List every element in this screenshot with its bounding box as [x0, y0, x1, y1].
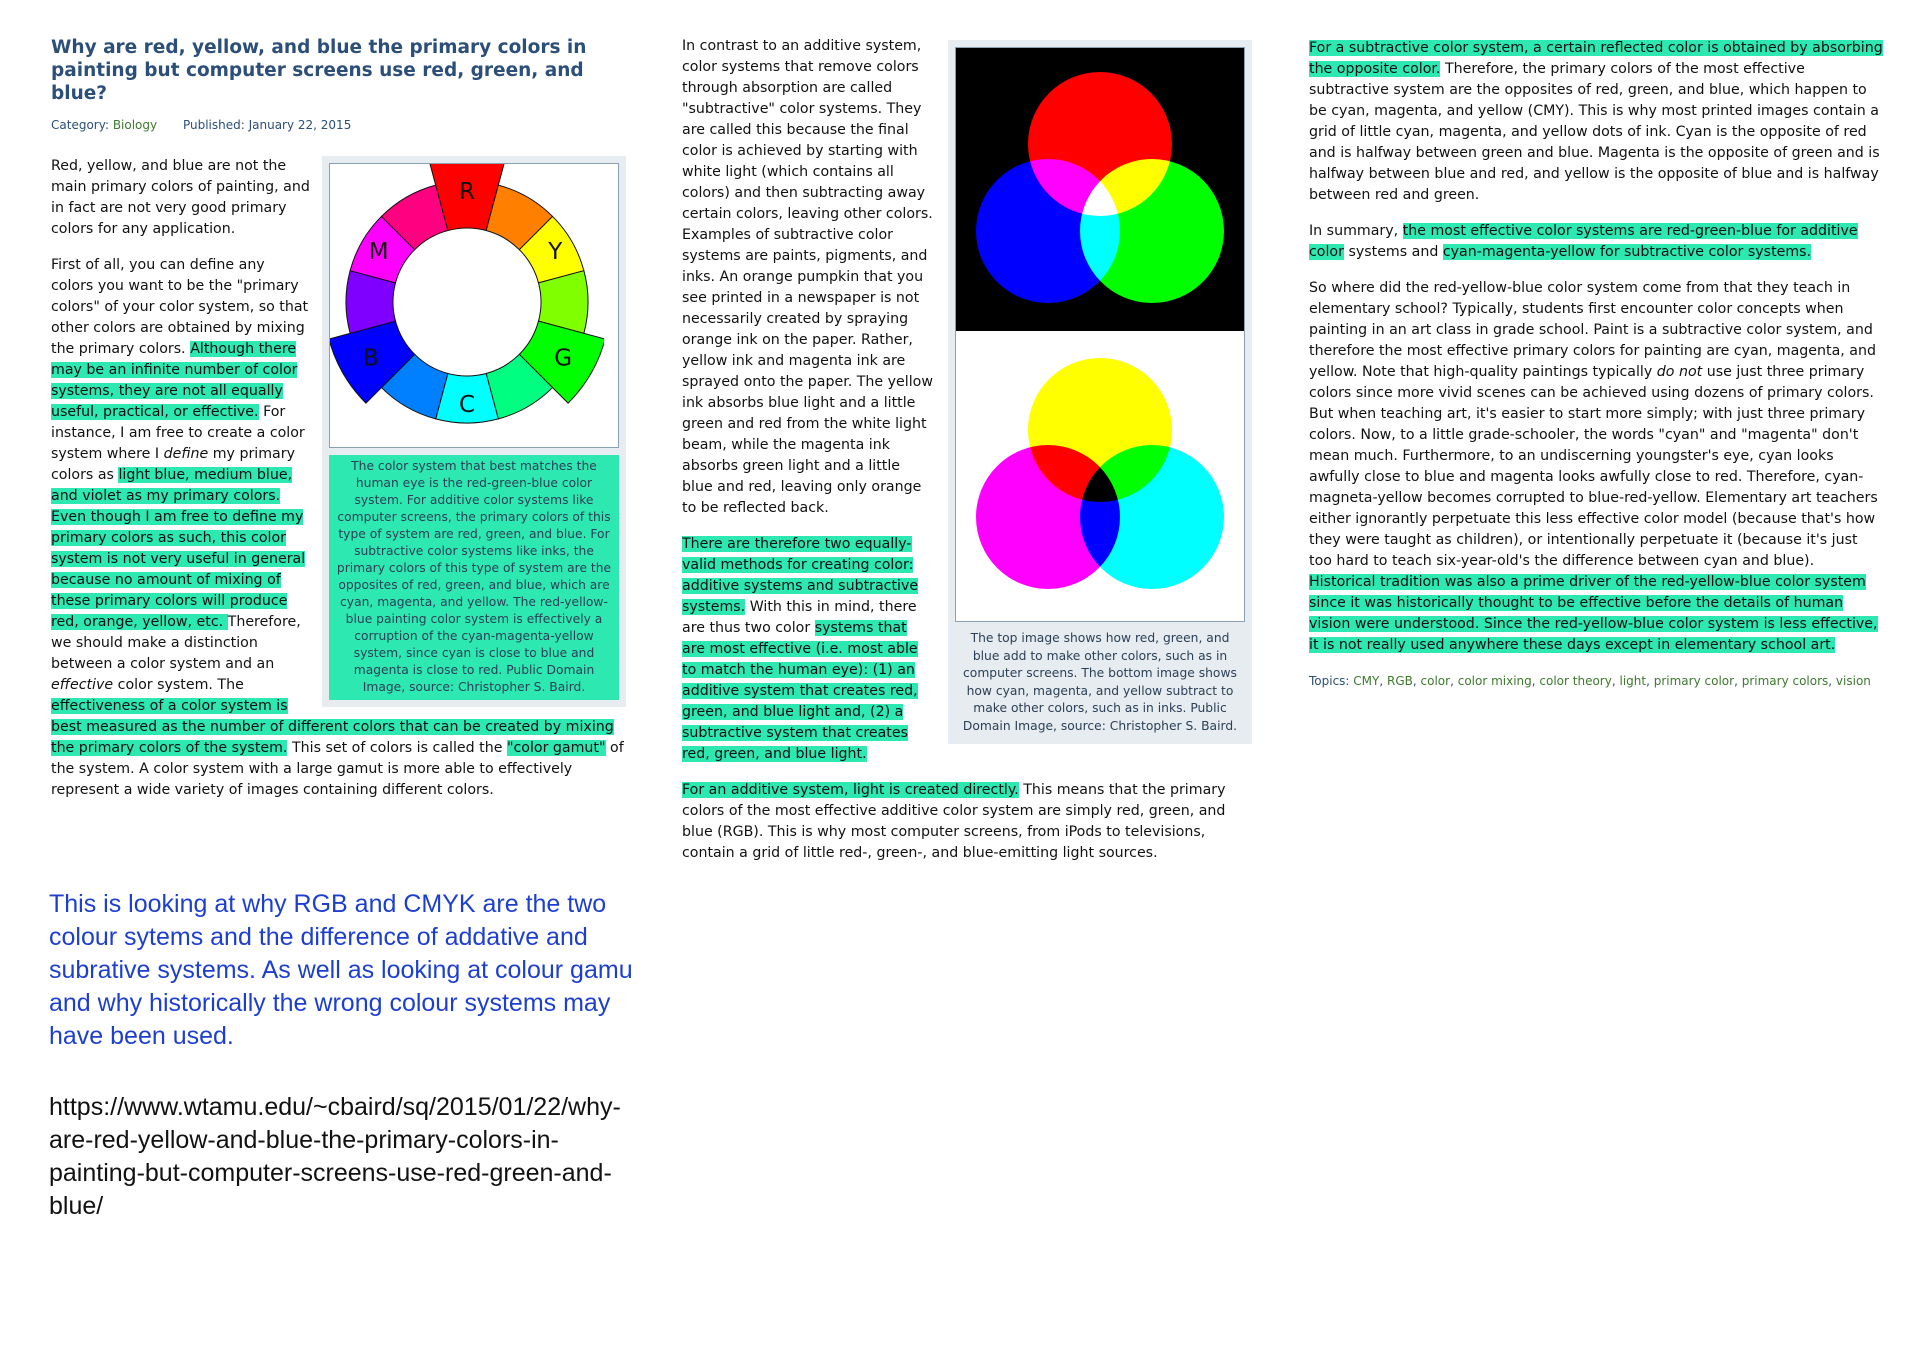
paragraph: For a subtractive color system, a certain reflected color is obtained by absorbing the opposite color. Therefore, the primary colors of the most effective subtractive system are the opposites of red, green, and blue, which happen to be cyan, magenta, and yellow (CMY). This is why most printed images contain a grid of little cyan, magenta, and yellow dots of ink. Cyan is the opposite of red and is halfway between green and blue. Magenta is the opposite of green and is halfway between blue and red, and yellow is the opposite of blue and is halfway between red and green. — [1309, 40, 1883, 203]
cyan-circle — [1080, 445, 1224, 589]
wheel-label-m: M — [368, 239, 389, 265]
topic-link[interactable]: light — [1619, 674, 1647, 688]
color-wheel-figure — [322, 156, 626, 707]
topics-label: Topics: — [1309, 674, 1354, 688]
category-link[interactable]: Biology — [112, 118, 158, 132]
topic-link[interactable]: color — [1420, 674, 1451, 688]
source-url: https://www.wtamu.edu/~cbaird/sq/2015/01/22/why-are-red-yellow-and-blue-the-primary-colors-in-painting-but-computer-screens-use-red-green-and-blue/ — [49, 1093, 621, 1220]
paragraph: For an additive system, light is created directly. This means that the primary colors of the most effective additive color system are simply red, green, and blue (RGB). This is why most computer screens, from iPods to televisions, contain a grid of little red-, green-, and blue-emitting light sources. — [682, 782, 1226, 861]
topic-link[interactable]: RGB — [1387, 674, 1413, 688]
article-column-2 — [682, 36, 1252, 879]
note-summary: This is looking at why RGB and CMYK are the two colour sytems and the difference of addative and subrative systems. As well as looking at colour gamu and why historically the wrong colour systems may have been used. — [49, 890, 633, 1050]
venn-frame — [955, 47, 1245, 622]
topic-separator: , — [1734, 674, 1742, 688]
venn-caption: The top image shows how red, green, and blue add to make other colors, such as in computer screens. The bottom image shows how cyan, magenta, and yellow subtract to make other colors, such as in inks. Public Domain Image, source: Christopher S. Baird. — [962, 631, 1238, 733]
green-circle — [1080, 159, 1224, 303]
topic-link[interactable]: primary colors — [1741, 674, 1829, 688]
paragraph: First of all, you can define any colors you want to be the "primary colors" of your color system, so that other colors are obtained by mixing the primary colors. Although there may be an infinite number of color systems, they are not all equally useful, practical, or effective. For instance, I am free to create a color system where I define my primary colors as light blue, medium blue, and violet as my primary colors. Even though I am free to define my primary colors as such, this color system is not very useful in general because no amount of mixing of these primary colors will produce red, orange, yellow, etc. Therefore, we should make a distinction between a color system and an effective color system. The effectiveness of a color system is best measured as the number of different colors that can be created by mixing the primary colors of the system. This set of colors is called the "color gamut" of the system. A color system with a large gamut is more able to effectively represent a wide variety of images containing different colors. — [51, 257, 624, 798]
paragraph: So where did the red-yellow-blue color system come from that they teach in elementary school? Typically, students first encounter color concepts when painting in an art class in grade school. Paint is a subtractive color system, and therefore the most effective primary colors for painting are cyan, magenta, and yellow. Note that high-quality paintings typically do not use just three primary colors since more vivid scenes can be achieved using dozens of primary colors. But when teaching art, it's easier to start more simply; with just three primary colors. Now, to a little grade-schooler, the words "cyan" and "magenta" don't mean much. Furthermore, to an undiscerning youngster's eye, cyan looks awfully close to blue and magenta looks awfully close to red. Therefore, cyan-magneta-yellow becomes corrupted to blue-red-yellow. Elementary art teachers either ignorantly perpetuate this less effective color model (because that's how they were taught as children), or intentionally perpetuate it (because it's just too hard to teach six-year-old's the difference between cyan and blue). Historical tradition was also a prime driver of the red-yellow-blue color system since it was historically thought to be effective before the details of human vision were understood. Since the red-yellow-blue color system is less effective, it is not really used anywhere these days except in elementary school art. — [1309, 280, 1878, 653]
venn-figure — [948, 40, 1252, 744]
highlight: There are therefore two equally-valid methods for creating color: additive systems and subtractive systems. — [682, 536, 919, 615]
published-date: Published: January 22, 2015 — [182, 118, 352, 132]
article-meta — [51, 115, 626, 136]
topics-line — [1309, 671, 1884, 692]
topic-separator: , — [1379, 674, 1387, 688]
article-title: Why are red, yellow, and blue the primary colors in painting but computer screens use red, green, and blue? — [51, 37, 587, 104]
article-column-3 — [1309, 38, 1884, 692]
wheel-label-y: Y — [548, 239, 563, 265]
color-wheel-frame — [329, 163, 619, 448]
wheel-label-c: C — [458, 392, 476, 418]
highlight: Historical tradition was also a prime driver of the red-yellow-blue color system since it was historically thought to be effective before the details of human vision were understood. Since the red-yellow-blue color system is less effective, it is not really used anywhere these days except in elementary school art. — [1309, 574, 1878, 653]
paragraph: In contrast to an additive system, color systems that remove colors through absorption are called "subtractive" color systems. They are called this because the final color is achieved by starting with white light (which contains all colors) and then subtracting away certain colors, leaving other colors. Examples of subtractive color systems are paints, pigments, and inks. An orange pumpkin that you see printed in a newspaper is not necessarily created by spraying orange ink on the paper. Rather, yellow ink and magenta ink are sprayed onto the paper. The yellow ink absorbs blue light and a little green and red from the white light beam, while the magenta ink absorbs green light and a little blue and red, leaving only orange to be reflected back. — [682, 38, 933, 516]
color-wheel-image — [330, 164, 604, 440]
wheel-label-r: R — [459, 179, 475, 205]
topic-separator: , — [1531, 674, 1540, 688]
venn-image — [956, 48, 1244, 614]
topic-link[interactable]: color theory — [1539, 674, 1612, 688]
color-wheel-caption: The color system that best matches the human eye is the red-green-blue color system. For additive color systems like computer screens, the primary colors of this type of system are red, green, and blue. For subtractive color systems like inks, the primary colors of this type of system are the opposites of red, green, and blue, which are cyan, magenta, and yellow. The red-yellow-blue painting color system is effectively a corruption of the cyan-magenta-yellow system, since cyan is close to blue and magenta is close to red. Public Domain Image, source: Christopher S. Baird. — [329, 455, 619, 700]
annotation-note — [49, 888, 649, 1223]
topic-separator: , — [1611, 674, 1620, 688]
paragraph: In summary, the most effective color systems are red-green-blue for additive color systems and cyan-magenta-yellow for subtractive color systems. — [1309, 223, 1858, 260]
topic-separator: , — [1828, 674, 1836, 688]
paragraph: Red, yellow, and blue are not the main primary colors of painting, and in fact are not very good primary colors for any application. — [51, 158, 310, 237]
highlight: systems that are most effective (i.e. most able to match the human eye): (1) an additive system that creates red, green, and blue light and, (2) a subtractive system that creates red, green, and blue light. — [682, 620, 918, 762]
category-label: Category: — [51, 118, 109, 132]
highlight: For an additive system, light is created directly. — [682, 782, 1019, 798]
highlight: effectiveness of a color system is best measured as the number of different colors that can be created by mixing the primary colors of the system. — [51, 698, 614, 756]
highlight: Although there may be an infinite number of color systems, they are not all equally useful, practical, or effective. — [51, 341, 298, 420]
topic-separator: , — [1412, 674, 1421, 688]
topic-separator: , — [1450, 674, 1458, 688]
wheel-label-g: G — [554, 345, 573, 372]
highlight: the most effective color systems are red-green-blue for additive color — [1309, 223, 1858, 260]
highlight: "color gamut" — [506, 740, 606, 756]
paragraph: There are therefore two equally-valid methods for creating color: additive systems and subtractive systems. With this in mind, there are thus two color systems that are most effective (i.e. most able to match the human eye): (1) an additive system that creates red, green, and blue light and, (2) a subtractive system that creates red, green, and blue light. — [682, 536, 919, 762]
highlight: light blue, medium blue, and violet as my primary colors. Even though I am free to define my primary colors as such, this color system is not very useful in general because no amount of mixing of these primary colors will produce red, orange, yellow, etc. — [51, 467, 306, 630]
topic-link[interactable]: primary color — [1653, 674, 1735, 688]
topic-list — [1353, 674, 1871, 688]
topic-separator: , — [1646, 674, 1654, 688]
topic-link[interactable]: CMY — [1353, 674, 1380, 688]
topic-link[interactable]: color mixing — [1457, 674, 1532, 688]
highlight: For a subtractive color system, a certain reflected color is obtained by absorbing the opposite color. — [1309, 40, 1883, 77]
topic-link[interactable]: vision — [1835, 674, 1871, 688]
highlight: cyan-magenta-yellow for subtractive color systems. — [1442, 244, 1812, 260]
wheel-label-b: B — [362, 345, 379, 372]
article-column-1 — [51, 36, 626, 816]
